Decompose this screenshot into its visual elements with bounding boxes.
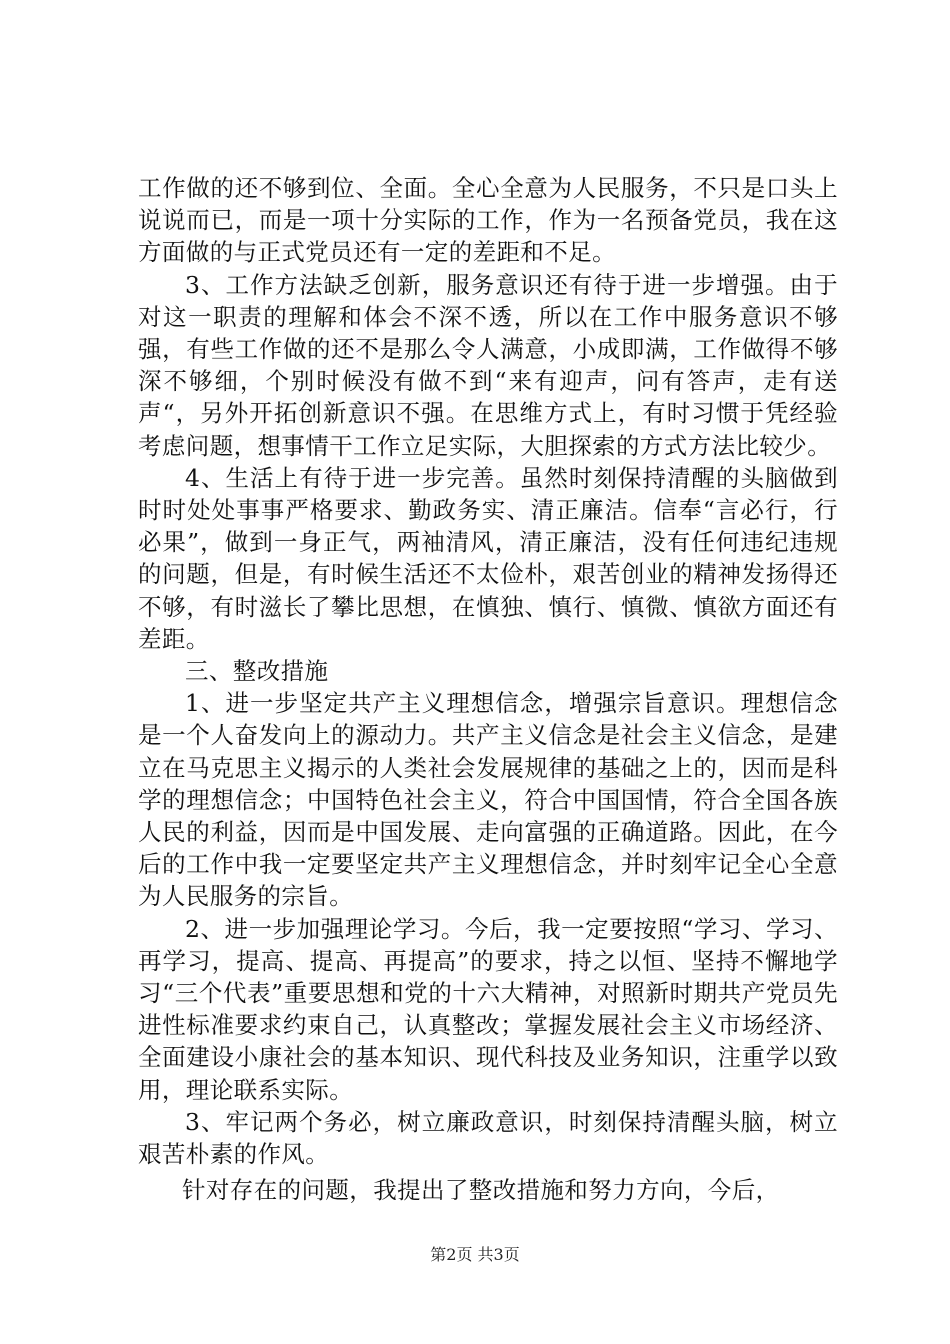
paragraph-item-4: 4、生活上有待于进一步完善。虽然时刻保持清醒的头脑做到时时处处事事严格要求、勤政务实、清正廉洁。信奉“言必行，行必果”，做到一身正气，两袖清风，清正廉洁，没有任何违纪违规的问题，但是，有时候生活还不太俭朴，艰苦创业的精神发扬得还不够，有时滋长了攀比思想，在慎独、慎行、慎微、慎欲方面还有差距。: [138, 463, 838, 653]
paragraph-continuation: 工作做的还不够到位、全面。全心全意为人民服务，不只是口头上说说而已，而是一项十分实际的工作，作为一名预备党员，我在这方面做的与正式党员还有一定的差距和不足。: [138, 174, 838, 267]
paragraph-measure-2: 2、进一步加强理论学习。今后，我一定要按照“学习、学习、再学习，提高、提高、再提高”的要求，持之以恒、坚持不懈地学习“三个代表”重要思想和党的十六大精神，对照新时期共产党员先进性标准要求约束自己，认真整改；掌握发展社会主义市场经济、全面建设小康社会的基本知识、现代科技及业务知识，注重学以致用，理论联系实际。: [138, 914, 838, 1104]
paragraph-measure-3: 3、牢记两个务必，树立廉政意识，时刻保持清醒头脑，树立艰苦朴素的作风。: [138, 1107, 838, 1169]
paragraph-closing: 针对存在的问题，我提出了整改措施和努力方向，今后，: [182, 1176, 780, 1205]
paragraph-item-3: 3、工作方法缺乏创新，服务意识还有待于进一步增强。由于对这一职责的理解和体会不深不透，所以在工作中服务意识不够强，有些工作做的还不是那么令人满意，小成即满，工作做得不够深不够细，个别时候没有做不到“来有迎声，问有答声，走有送声“，另外开拓创新意识不强。在思维方式上，有时习惯于凭经验考虑问题，想事情干工作立足实际，大胆探索的方式方法比较少。: [138, 270, 838, 460]
section-heading: 三、整改措施: [185, 657, 329, 686]
paragraph-measure-1: 1、进一步坚定共产主义理想信念，增强宗旨意识。理想信念是一个人奋发向上的源动力。共产主义信念是社会主义信念，是建立在马克思主义揭示的人类社会发展规律的基础之上的，因而是科学的理想信念；中国特色社会主义，符合中国国情，符合全国各族人民的利益，因而是中国发展、走向富强的正确道路。因此，在今后的工作中我一定要坚定共产主义理想信念，并时刻牢记全心全意为人民服务的宗旨。: [138, 689, 838, 911]
page-footer: 第2页 共3页: [430, 1245, 520, 1264]
document-body: [138, 172, 838, 1207]
